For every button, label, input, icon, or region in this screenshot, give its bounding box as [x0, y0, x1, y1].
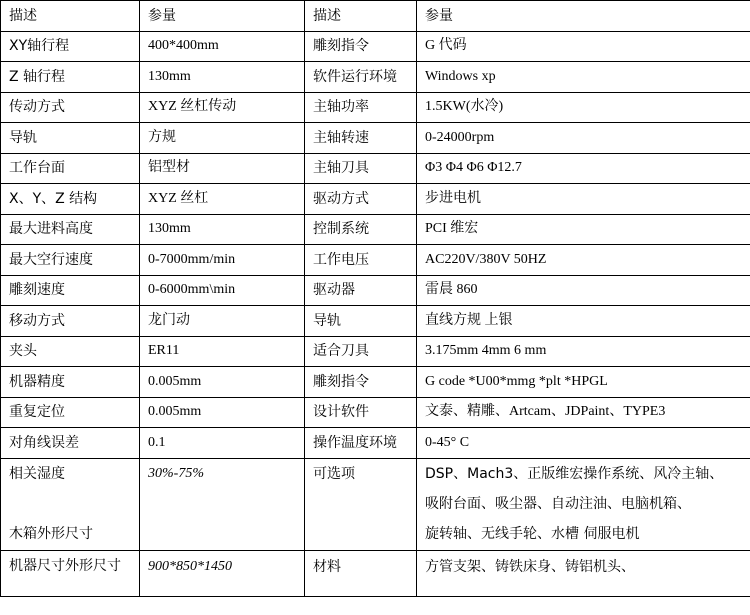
spec-label: 重复定位: [1, 397, 140, 428]
spec-value: 0-24000rpm: [417, 123, 750, 154]
spec-label: 控制系统: [305, 214, 417, 245]
spec-label: 操作温度环境: [305, 428, 417, 459]
humidity-value: 30%-75%: [140, 458, 305, 550]
table-row: [1, 184, 750, 215]
spec-label: 对角线误差: [1, 428, 140, 459]
spec-value: XYZ 丝杠传动: [140, 92, 305, 123]
spec-label: 最大进料高度: [1, 214, 140, 245]
header-param-1: 参量: [140, 1, 305, 32]
spec-label: 移动方式: [1, 306, 140, 337]
spec-label: 工作台面: [1, 153, 140, 184]
spec-value: 0-6000mm\min: [140, 275, 305, 306]
spec-label: 机器精度: [1, 367, 140, 398]
table-row: [1, 458, 750, 550]
table-row: [1, 428, 750, 459]
spec-value: G code *U00*mmg *plt *HPGL: [417, 367, 750, 398]
table-row: [1, 245, 750, 276]
material-label: 材料: [305, 550, 417, 596]
spec-label: 主轴刀具: [305, 153, 417, 184]
spec-label: 最大空行速度: [1, 245, 140, 276]
table-row: [1, 367, 750, 398]
spec-label: 导轨: [305, 306, 417, 337]
table-row: [1, 306, 750, 337]
spec-label: 主轴功率: [305, 92, 417, 123]
spec-value: 1.5KW(水冷): [417, 92, 750, 123]
spec-label: [1, 458, 140, 550]
spec-value: 3.175mm 4mm 6 mm: [417, 336, 750, 367]
header-row: [1, 1, 750, 32]
table-row: [1, 62, 750, 93]
spec-label: 设计软件: [305, 397, 417, 428]
spec-value: 文泰、精雕、Artcam、JDPaint、TYPE3: [417, 397, 750, 428]
machine-size-label: 机器尺寸外形尺寸: [1, 550, 140, 596]
spec-label: 导轨: [1, 123, 140, 154]
spec-label: 雕刻指令: [305, 367, 417, 398]
spec-value: 步进电机: [417, 184, 750, 215]
header-param-2: 参量: [417, 1, 750, 32]
table-row: [1, 214, 750, 245]
table-row: [1, 153, 750, 184]
spec-label: Z 轴行程: [1, 62, 140, 93]
options-line: 旋转轴、无线手轮、水槽 伺服电机: [425, 525, 640, 542]
spec-label: 适合刀具: [305, 336, 417, 367]
spec-value: PCI 维宏: [417, 214, 750, 245]
header-desc-2: 描述: [305, 1, 417, 32]
table-row: [1, 397, 750, 428]
spec-value: AC220V/380V 50HZ: [417, 245, 750, 276]
spec-label: 主轴转速: [305, 123, 417, 154]
options-value: [417, 458, 750, 550]
spec-label: X、Y、Z 结构: [1, 184, 140, 215]
spec-label: 雕刻指令: [305, 31, 417, 62]
spec-value: 直线方规 上银: [417, 306, 750, 337]
options-label: 可选项: [305, 458, 417, 550]
spec-label: 驱动器: [305, 275, 417, 306]
spec-label: 驱动方式: [305, 184, 417, 215]
crate-size-label: 木箱外形尺寸: [9, 525, 93, 542]
table-row: [1, 92, 750, 123]
spec-value: Φ3 Φ4 Φ6 Φ12.7: [417, 153, 750, 184]
table-row: [1, 336, 750, 367]
spec-label: 传动方式: [1, 92, 140, 123]
spec-value: 0.005mm: [140, 367, 305, 398]
spec-label: 夹头: [1, 336, 140, 367]
spec-value: XYZ 丝杠: [140, 184, 305, 215]
spec-value: Windows xp: [417, 62, 750, 93]
spec-value: 方规: [140, 123, 305, 154]
spec-value: ER11: [140, 336, 305, 367]
header-desc-1: 描述: [1, 1, 140, 32]
spec-value: 铝型材: [140, 153, 305, 184]
spec-label: 工作电压: [305, 245, 417, 276]
spec-value: 雷晨 860: [417, 275, 750, 306]
options-line: 吸附台面、吸尘器、自动注油、电脑机箱、: [425, 495, 691, 512]
material-value: 方管支架、铸铁床身、铸铝机头、: [417, 550, 750, 596]
spec-value: G 代码: [417, 31, 750, 62]
spec-value: 0.005mm: [140, 397, 305, 428]
spec-value: 130mm: [140, 62, 305, 93]
options-line: DSP、Mach3、正版维宏操作系统、风冷主轴、: [425, 465, 724, 482]
spec-value: 0.1: [140, 428, 305, 459]
spec-label: 软件运行环境: [305, 62, 417, 93]
machine-size-value: 900*850*1450: [140, 550, 305, 596]
spec-value: 0-45° C: [417, 428, 750, 459]
spec-label: 雕刻速度: [1, 275, 140, 306]
table-row: [1, 275, 750, 306]
spec-value: 0-7000mm/min: [140, 245, 305, 276]
table-row: [1, 123, 750, 154]
spec-value: 龙门动: [140, 306, 305, 337]
spec-value: 400*400mm: [140, 31, 305, 62]
humidity-label: 相关湿度: [9, 465, 65, 482]
table-row: [1, 31, 750, 62]
table-row: [1, 550, 750, 596]
spec-label: XY轴行程: [1, 31, 140, 62]
spec-value: 130mm: [140, 214, 305, 245]
